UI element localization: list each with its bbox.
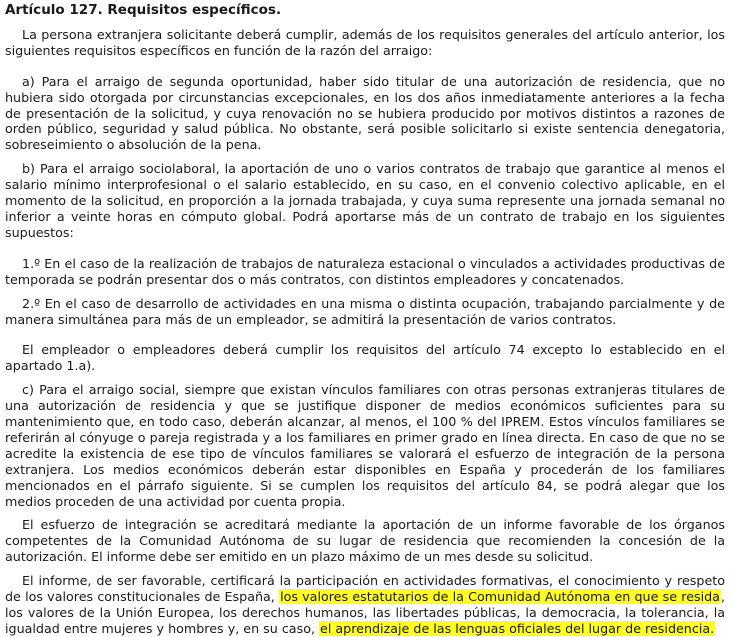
highlight-regional-values: los valores estatutarios de la Comunidad Autónoma en que se resida	[280, 589, 720, 605]
paragraph-a: a) Para el arraigo de segunda oportunidad, haber sido titular de una autorización de residencia, que no hubiera sido otorgada por circunstancias excepcionales, en los dos años inmediatamente anteriores a la fecha de presentación de la solicitud, y cuya renovación no se hubiera producido por motivos distintos a razones de orden público, seguridad y salud pública. No obstante, será posible solicitarlo si existe sentencia denegatoria, sobreseimiento o absolución de la pena.	[5, 73, 725, 153]
integration-paragraph: El esfuerzo de integración se acreditará mediante la aportación de un informe favorable de los órganos competentes de la Comunidad Autónoma de su lugar de residencia que recomienden la concesión de la autorización. El informe debe ser emitido en un plazo máximo de un mes desde su solicitud.	[5, 517, 725, 565]
report-text-1: El informe, de ser favorable, certificará la participación en actividades formativas, el conocimiento y respeto de los valores constitucionales de España,	[5, 573, 725, 605]
legal-document	[5, 0, 725, 637]
paragraph-b: b) Para el arraigo sociolaboral, la aportación de uno o varios contratos de trabajo que garantice al menos el salario mínimo interprofesional o el salario establecido, en su caso, en el convenio colectivo aplicable, en el momento de la solicitud, en proporción a la jornada trabajada, y cuya suma represente una jornada semanal no inferior a veinte horas en cómputo global. Podrá aportarse más de un contrato de trabajo en los siguientes supuestos:	[5, 161, 725, 240]
report-text-2: , los valores de la Unión Europea, los derechos humanos, las libertades públicas, la democracia, la tolerancia, la igualdad entre mujeres y hombres y, en su caso,	[5, 589, 726, 636]
employer-paragraph: El empleador o empleadores deberá cumplir los requisitos del artículo 74 excepto lo establecido en el apartado 1.a).	[5, 342, 725, 374]
item-1: 1.º En el caso de la realización de trabajos de naturaleza estacional o vinculados a actividades productivas de temporada se podrán presentar dos o más contratos, con distintos empleadores y concatenados.	[5, 255, 725, 287]
article-title: Artículo 127. Requisitos específicos.	[5, 2, 282, 18]
item-2: 2.º En el caso de desarrollo de actividades en una misma o distinta ocupación, trabajando parcialmente y de manera simultánea para más de un empleador, se admitirá la presentación de varios contratos.	[5, 295, 725, 327]
highlight-official-languages: el aprendizaje de las lenguas oficiales del lugar de residencia.	[320, 620, 715, 636]
intro-paragraph: La persona extranjera solicitante deberá cumplir, además de los requisitos generales del artículo anterior, los siguientes requisitos específicos en función de la razón del arraigo:	[5, 26, 725, 58]
paragraph-c: c) Para el arraigo social, siempre que existan vínculos familiares con otras personas extranjeras titulares de una autorización de residencia y que se justifique disponer de medios económicos suficientes para su mantenimiento que, en todo caso, deberán alcanzar, al menos, el 100 % del IPREM. Estos vínculos familiares se referirán al cónyuge o pareja registrada y a los familiares en primer grado en línea directa. En caso de que no se acredite la existencia de ese tipo de vínculos familiares se valorará el esfuerzo de integración de la persona extranjera. Los medios económicos deberán estar disponibles en España y procederán de los familiares mencionados en el párrafo siguiente. Si se cumplen los requisitos del artículo 84, se podrá alegar que los medios proceden de una actividad por cuenta propia.	[5, 382, 725, 509]
report-paragraph	[5, 573, 725, 637]
